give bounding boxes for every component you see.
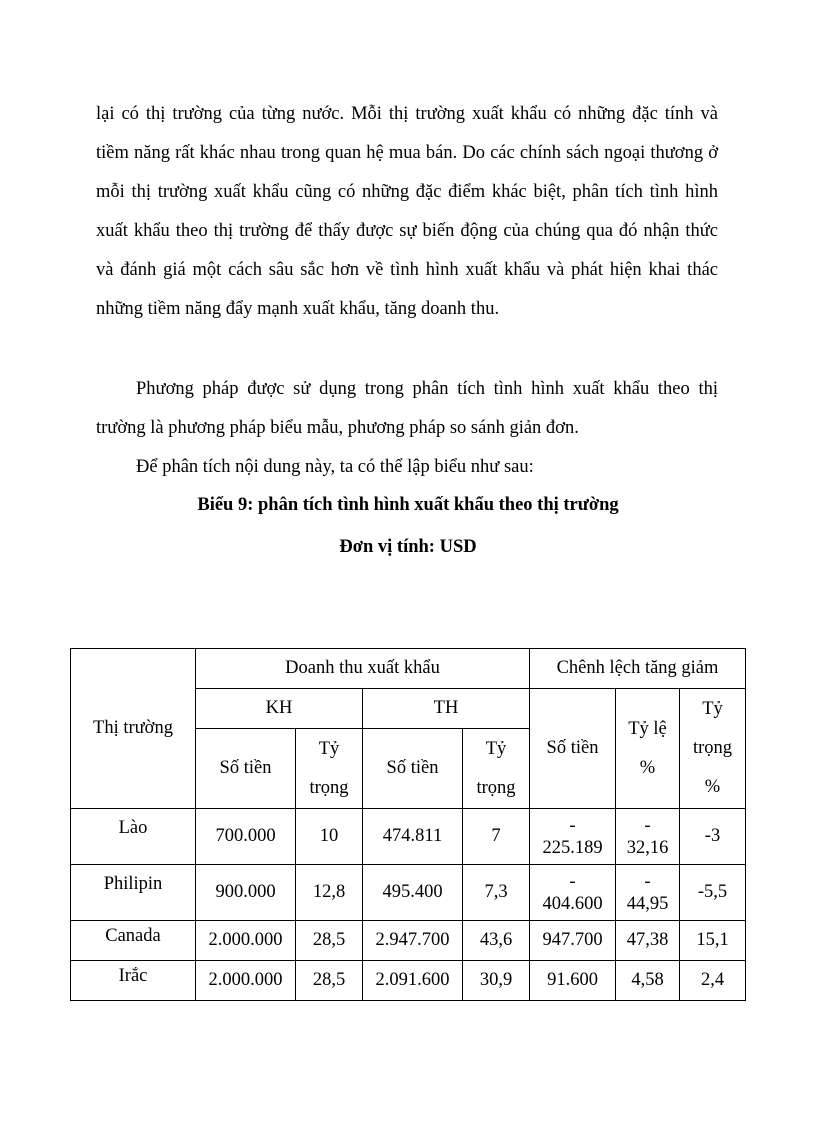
header-diff-amount: Số tiền [530, 689, 616, 809]
header-kh-amount: Số tiền [196, 729, 296, 809]
table-row: Irắc 2.000.000 28,5 2.091.600 30,9 91.600 4,58 2,4 [71, 961, 746, 1001]
table-row: Lào 700.000 10 474.811 7 - 225.189 - 32,16 -3 [71, 809, 746, 865]
table-row: Philipin 900.000 12,8 495.400 7,3 - 404.600 - 44,95 -5,5 [71, 865, 746, 921]
body-paragraph-1: lại có thị trường của từng nước. Mỗi thị trường xuất khẩu có những đặc tính và tiềm năng rất khác nhau trong quan hệ mua bán. Do các chính sách ngoại thương ở mỗi thị trường xuất khẩu cũng có những đặc điểm khác biệt, phân tích tình hình xuất khẩu theo thị trường để thấy được sự biến động của chúng qua đó nhận thức và đánh giá một cách sâu sắc hơn về tình hình xuất khẩu và phát hiện khai thác những tiềm năng đẩy mạnh xuất khẩu, tăng doanh thu. [96, 104, 718, 319]
header-kh-share: Tỷ trọng [296, 729, 363, 809]
header-market: Thị trường [71, 649, 196, 809]
body-paragraph-3: Để phân tích nội dung này, ta có thể lập biểu như sau: [136, 457, 534, 477]
header-rate: Tỷ lệ % [616, 689, 680, 809]
header-th-amount: Số tiền [363, 729, 463, 809]
unit-label: Đơn vị tính: USD [339, 537, 477, 557]
header-share-pct: Tỷ trọng % [680, 689, 746, 809]
header-th: TH [363, 689, 530, 729]
export-market-table [70, 648, 746, 1001]
header-th-share: Tỷ trọng [463, 729, 530, 809]
header-revenue: Doanh thu xuất khẩu [196, 649, 530, 689]
header-kh: KH [196, 689, 363, 729]
header-diff: Chênh lệch tăng giảm [530, 649, 746, 689]
table-row: Canada 2.000.000 28,5 2.947.700 43,6 947.700 47,38 15,1 [71, 921, 746, 961]
body-paragraph-2: Phương pháp được sử dụng trong phân tích tình hình xuất khẩu theo thị trường là phương pháp biểu mẫu, phương pháp so sánh giản đơn. [96, 379, 718, 438]
table-caption: Biểu 9: phân tích tình hình xuất khẩu theo thị trường [197, 495, 619, 515]
